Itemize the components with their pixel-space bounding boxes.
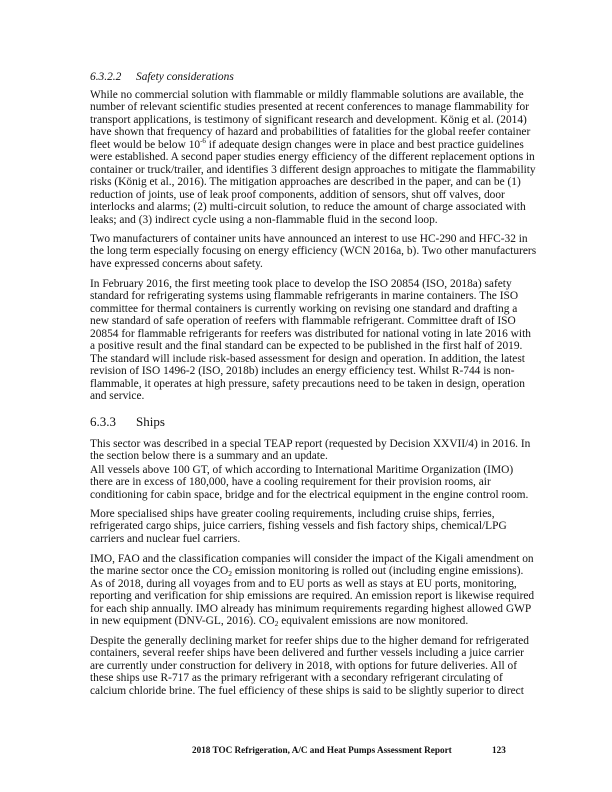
- text-line: conditioning for cabin space, bridge and for the electrical equipment in the engine control room.: [90, 488, 529, 501]
- text-line: were established. A second paper studies energy efficiency of the different replacement options in: [90, 151, 535, 164]
- text-line: are currently under construction for delivery in 2018, with options for future deliveries. All of: [90, 659, 518, 672]
- text-segment: in new equipment (DNV-GL, 2016). CO: [90, 615, 275, 628]
- text-line: number of relevant scientific studies presented at recent conferences to manage flammability for: [90, 101, 529, 114]
- section-title: Ships: [136, 414, 165, 429]
- text-line: While no commercial solution with flammable or mildly flammable solutions are available, the: [90, 89, 524, 101]
- subsection-heading-safety: [90, 71, 234, 83]
- text-line: refrigerated cargo ships, juice carriers, fishing vessels and fish factory ships, chemical/LPG: [90, 520, 507, 533]
- text-line: [90, 615, 530, 627]
- text-line: IMO, FAO and the classification companies will consider the impact of the Kigali amendment on: [90, 553, 534, 565]
- paragraph: [90, 508, 530, 545]
- text-line: transport applications, is testimony of significant research and development. König et al. (2014): [90, 113, 527, 126]
- text-line: have expressed concerns about safety.: [90, 257, 263, 270]
- text-line: new standard of safe operation of reefers with flammable refrigerant. Committee draft of ISO: [90, 315, 516, 328]
- text-line: Despite the generally declining market for reefer ships due to the higher demand for refrigerated: [90, 635, 529, 647]
- subscript: 2: [228, 569, 232, 579]
- text-line: there are in excess of 180,000, have a cooling requirement for their provision rooms, air: [90, 476, 491, 489]
- paragraph: [90, 464, 530, 501]
- text-line: This sector was described in a special TEAP report (requested by Decision XXVII/4) in 2016. In: [90, 438, 531, 450]
- paragraph: [90, 635, 530, 697]
- text-line: and service.: [90, 390, 145, 403]
- text-line: interlocks and alarms; (2) multi-circuit solution, to reduce the amount of charge associated with: [90, 201, 526, 214]
- text-line: leaks; and (3) indirect cycle using a non-flammable fluid in the second loop.: [90, 213, 438, 226]
- text-line: In February 2016, the first meeting took place to develop the ISO 20854 (ISO, 2018a) safety: [90, 278, 512, 290]
- text-line: reporting and verification for ship emissions are required. An emission report is likewise required: [90, 590, 535, 603]
- text-line: container or truck/trailer, and identifies 3 different design approaches to mitigate the flammability: [90, 163, 536, 176]
- text-line: for each ship annually. IMO already has minimum requirements regarding highest allowed GWP: [90, 602, 532, 615]
- text-line: committee for thermal containers is currently working on revising one standard and drafting a: [90, 302, 518, 315]
- text-segment: fleet would be below 10: [90, 138, 201, 151]
- section-heading-ships: [90, 414, 165, 430]
- text-line: a positive result and the final standard can be expected to be published in the first half of 2019.: [90, 340, 523, 353]
- footer-report-title: 2018 TOC Refrigeration, A/C and Heat Pumps Assessment Report: [192, 745, 452, 755]
- text-line: More specialised ships have greater cooling requirements, including cruise ships, ferries,: [90, 508, 495, 520]
- section-title: Safety considerations: [136, 71, 234, 83]
- text-line: the section below there is a summary and an update.: [90, 450, 328, 463]
- text-line: flammable, it operates at high pressure, safety precautions need to be taken in design, operation: [90, 377, 525, 390]
- text-line: revision of ISO 1496-2 (ISO, 2018b) includes an energy efficiency test. Whilst R-744 is non-: [90, 365, 515, 378]
- subscript: 2: [274, 619, 279, 629]
- text-line: Two manufacturers of container units have announced an interest to use HC-290 and HFC-32 in: [90, 233, 528, 245]
- text-line: The standard will include risk-based assessment for design and operation. In addition, the latest: [90, 352, 525, 365]
- section-number: 6.3.2.2: [90, 71, 122, 83]
- text-line: All vessels above 100 GT, of which according to International Maritime Organization (IMO): [90, 464, 514, 476]
- section-number: 6.3.3: [90, 414, 116, 429]
- text-segment: emission monitoring is rolled out (including engine emissions).: [231, 565, 524, 578]
- text-line: have shown that frequency of hazard and probabilities of fatalities for the global reefer container: [90, 126, 531, 139]
- paragraph: [90, 278, 530, 403]
- text-line: these ships use R-717 as the primary refrigerant with a secondary refrigerant circulating of: [90, 672, 503, 685]
- superscript: -6: [200, 136, 206, 145]
- text-line: risks (König et al., 2016). The mitigation approaches are described in the paper, and can be (1): [90, 176, 521, 189]
- paragraph: [90, 438, 530, 463]
- text-segment: if adequate design changes were in place and best practice guidelines: [205, 138, 524, 151]
- text-line: reduction of joints, use of leak proof components, addition of sensors, shut off valves, door: [90, 188, 505, 201]
- paragraph: [90, 553, 535, 629]
- text-line: 20854 for flammable refrigerants for reefers was distributed for national voting in late 2016 with: [90, 327, 531, 340]
- text-line: As of 2018, during all voyages from and to EU ports as well as stays at EU ports, monitoring,: [90, 577, 517, 590]
- paragraph: [90, 233, 537, 270]
- text-line: containers, several reefer ships have been delivered and further vessels including a juice carrier: [90, 647, 524, 660]
- text-line: [90, 136, 530, 151]
- text-line: [90, 565, 530, 577]
- text-line: carriers and nuclear fuel carriers.: [90, 532, 241, 545]
- text-line: standard for refrigerating systems using flammable refrigerants in marine containers. The ISO: [90, 290, 519, 303]
- text-segment: the marine sector once the CO: [90, 565, 229, 578]
- text-segment: equivalent emissions are now monitored.: [278, 615, 469, 628]
- paragraph: [90, 89, 536, 226]
- text-line: the long term especially focusing on energy efficiency (WCN 2016a, b). Two other manufacturers: [90, 245, 537, 258]
- page-number: 123: [492, 745, 506, 755]
- text-line: calcium chloride brine. The fuel efficiency of these ships is said to be slightly superior to direct: [90, 684, 524, 697]
